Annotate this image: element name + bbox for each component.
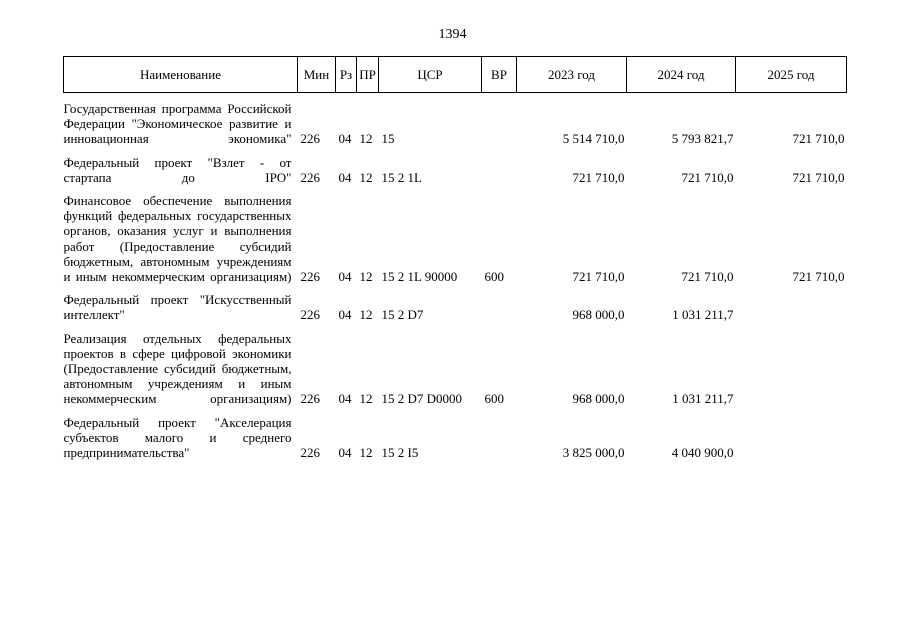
row-csr: 15 2 D7 D0000 — [381, 391, 463, 407]
row-name: Федеральный проект "Искусственный интеллект" — [63, 292, 292, 323]
row-rz: 04 — [338, 169, 352, 185]
header-row — [64, 57, 847, 93]
row-min: 226 — [300, 269, 320, 285]
row-rz: 04 — [338, 391, 352, 407]
row-2023: 968 000,0 — [572, 391, 625, 407]
row-min: 226 — [300, 169, 320, 185]
row-2023: 5 514 710,0 — [562, 131, 625, 147]
row-2024: 1 031 211,7 — [672, 391, 734, 407]
row-2023: 968 000,0 — [572, 307, 625, 323]
row-2024: 1 031 211,7 — [672, 307, 734, 323]
header-2023: 2023 год — [517, 57, 627, 93]
row-vr: 600 — [484, 391, 504, 407]
row-2025 — [736, 415, 847, 469]
row-2025 — [736, 292, 847, 330]
row-vr: 600 — [484, 269, 504, 285]
row-rz: 04 — [338, 131, 352, 147]
row-vr — [482, 155, 517, 193]
row-pr: 12 — [359, 391, 373, 407]
row-name: Федеральный проект "Акселерация субъектов малого и среднего предпринимательства" — [63, 414, 292, 461]
header-name: Наименование — [64, 57, 298, 93]
row-name: Федеральный проект "Взлет - от стартапа до IPO" — [63, 154, 292, 185]
row-2023: 3 825 000,0 — [562, 445, 625, 461]
table-row — [64, 292, 847, 330]
row-2024: 721 710,0 — [681, 169, 734, 185]
header-rz: Рз — [336, 57, 357, 93]
row-csr: 15 2 1L — [381, 169, 422, 185]
row-name: Реализация отдельных федеральных проектов в сфере цифровой экономики (Предоставление субсидий бюджетным, автономным учреждениям и иным некоммерческим организациям) — [63, 330, 292, 407]
header-vr: ВР — [482, 57, 517, 93]
row-csr: 15 2 D7 — [381, 307, 424, 323]
row-pr: 12 — [359, 131, 373, 147]
row-min: 226 — [300, 391, 320, 407]
row-2025 — [736, 331, 847, 415]
page-number: 1394 — [438, 27, 467, 42]
header-2025: 2025 год — [736, 57, 847, 93]
table-row — [64, 155, 847, 193]
row-min: 226 — [300, 307, 320, 323]
row-2024: 721 710,0 — [681, 269, 734, 285]
table-row — [64, 331, 847, 415]
row-rz: 04 — [338, 445, 352, 461]
header-csr: ЦСР — [379, 57, 482, 93]
row-2024: 5 793 821,7 — [671, 131, 734, 147]
table-row — [64, 415, 847, 469]
row-pr: 12 — [359, 307, 373, 323]
row-pr: 12 — [359, 445, 373, 461]
header-min: Мин — [298, 57, 336, 93]
row-csr: 15 2 I5 — [381, 445, 419, 461]
row-min: 226 — [300, 131, 320, 147]
row-rz: 04 — [338, 307, 352, 323]
row-2024: 4 040 900,0 — [671, 445, 734, 461]
row-csr: 15 2 1L 90000 — [381, 269, 458, 285]
row-name: Финансовое обеспечение выполнения функций федеральных государственных органов, оказания услуг и выполнения работ (Предоставление субсидий бюджетным, автономным учреждениям и иным некоммерческим организациям) — [63, 193, 292, 285]
row-2025: 721 710,0 — [792, 169, 845, 185]
header-2024: 2024 год — [627, 57, 736, 93]
row-vr — [482, 415, 517, 469]
row-2023: 721 710,0 — [572, 269, 625, 285]
table-row — [64, 193, 847, 292]
row-vr — [482, 93, 517, 155]
row-2025: 721 710,0 — [792, 269, 845, 285]
row-2023: 721 710,0 — [572, 169, 625, 185]
row-2025: 721 710,0 — [792, 131, 845, 147]
row-min: 226 — [300, 445, 320, 461]
row-csr: 15 — [381, 131, 395, 147]
budget-table — [63, 56, 847, 468]
header-pr: ПР — [357, 57, 379, 93]
row-rz: 04 — [338, 269, 352, 285]
row-vr — [482, 292, 517, 330]
table-row — [64, 93, 847, 155]
row-name: Государственная программа Российской Федерации "Экономическое развитие и инновационная экономика" — [63, 101, 292, 147]
row-pr: 12 — [359, 169, 373, 185]
row-pr: 12 — [359, 269, 373, 285]
